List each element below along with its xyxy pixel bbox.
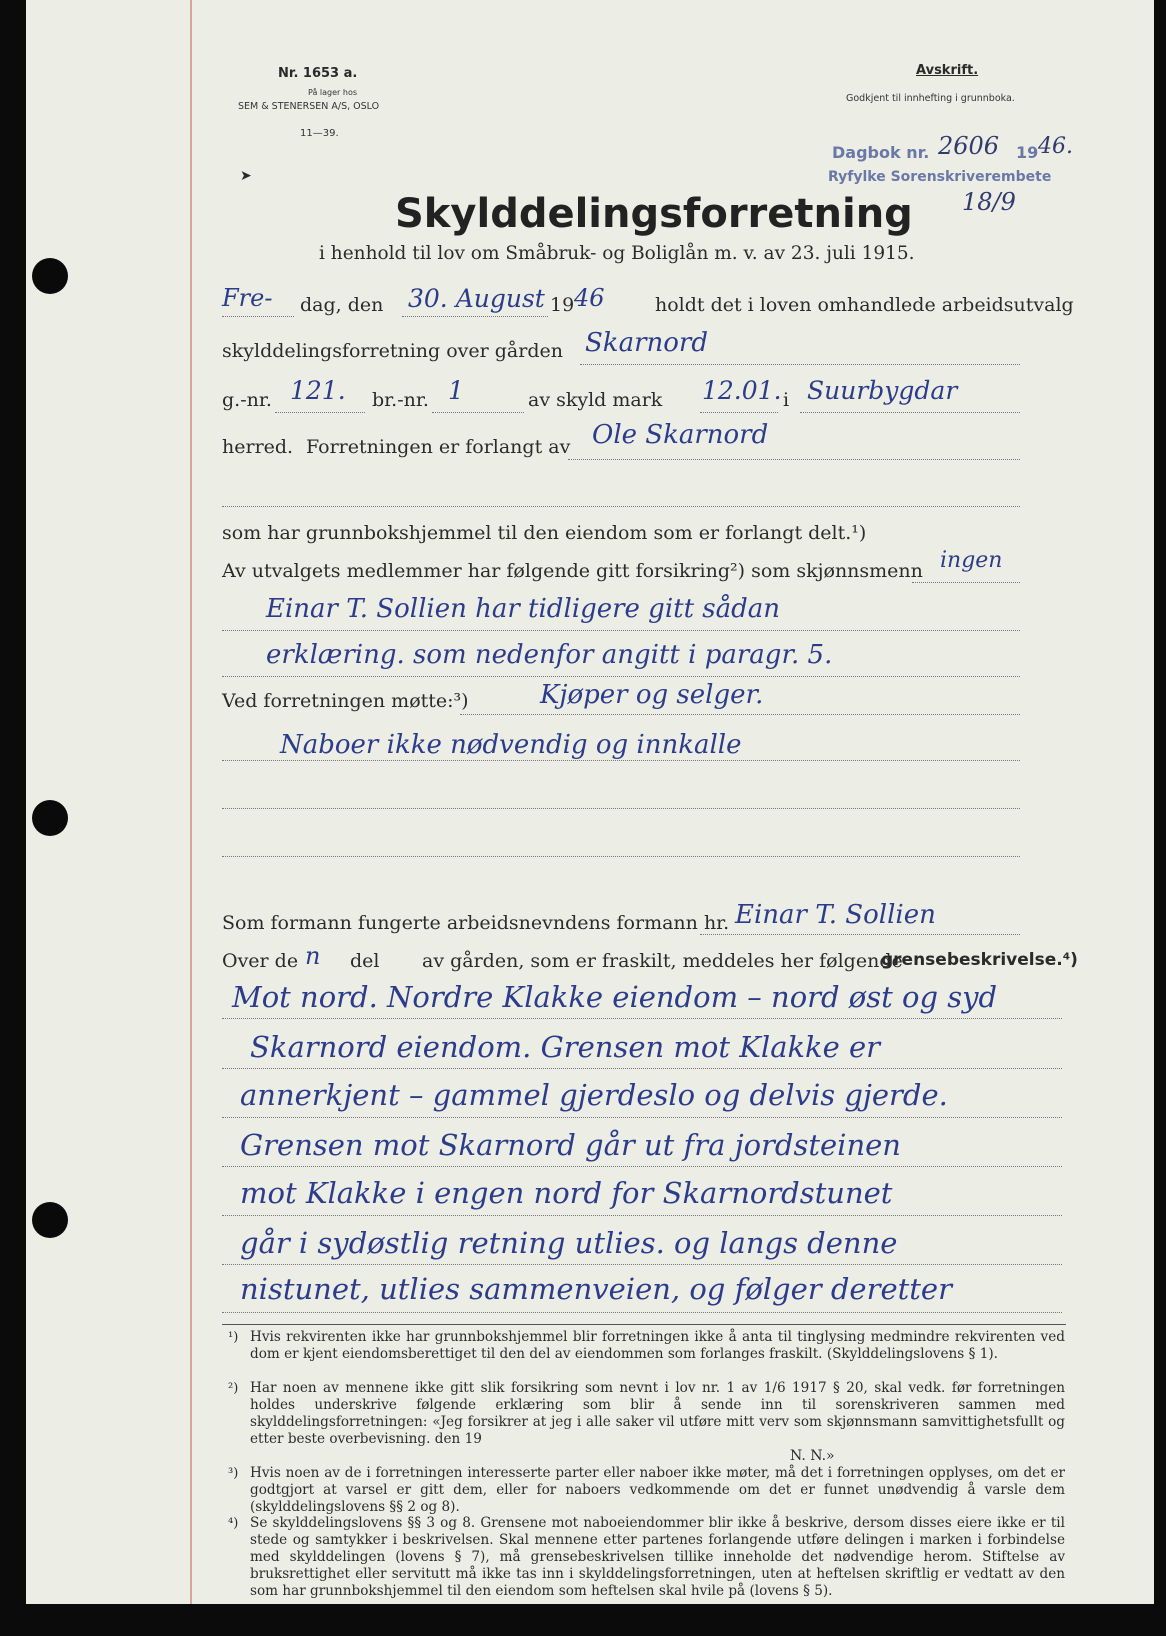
farm-label: skylddelingsforretning over gården — [222, 340, 563, 362]
fill-line — [222, 506, 1020, 507]
forsikring-label: Av utvalgets medlemmer har følgende gitt forsikring²) som skjønnsmenn — [222, 560, 923, 582]
footnote-text: Hvis noen av de i forretningen interesserte parter eller naboer ikke møter, må det i forretningen opplyses, om det er godtgjort at varsel er gitt dem, eller for naboers vedkommende om det er funnet unødvendig å varsle dem (skylddelingslovens §§ 2 og 8). — [250, 1465, 1065, 1515]
boundary-line: mot Klakke i engen nord for Skarnordstunet — [240, 1176, 893, 1210]
over-label: Over de — [222, 950, 299, 972]
hjemmel-text: som har grunnbokshjemmel til den eiendom som er forlangt delt.¹) — [222, 522, 867, 544]
scan-border-bottom — [0, 1604, 1166, 1636]
fill-line — [222, 856, 1020, 857]
footnote-text: Hvis rekvirenten ikke har grunnbokshjemmel blir forretningen ikke å anta til tinglysing medmindre rekvirenten ved dom er kjent eiendomsberettiget til den del av eiendommen som forlanges fraskilt. (Skylddelingslovens § 1). — [250, 1329, 1065, 1362]
fill-line — [700, 412, 778, 413]
requested-by-entry: Ole Skarnord — [592, 420, 769, 450]
fill-line — [222, 630, 1020, 631]
forsikring-line-2: erklæring. som nedenfor angitt i paragr. 5. — [266, 640, 833, 670]
margin-rule — [190, 0, 192, 1604]
footnote-text: Har noen av mennene ikke gitt slik forsikring som nevnt i lov nr. 1 av 1/6 1917 § 20, skal vedk. før forretningen holdes underskrive følgende erklæring som blir å sende inn til sorenskriveren sammen med skylddelingsforretningen: «Jeg forsikrer at jeg i alle saker vil utføre mitt verv som skjønnsmann samvittighetsfullt og etter beste overbevisning. den 19 — [250, 1380, 1065, 1447]
scan-border-right — [1154, 0, 1166, 1636]
punch-hole — [32, 1202, 68, 1238]
scan-border-left — [0, 0, 26, 1636]
formann-entry: Einar T. Sollien — [735, 900, 936, 930]
fill-line — [460, 714, 1020, 715]
fill-line — [568, 459, 1020, 460]
fill-line — [800, 412, 1020, 413]
publisher-name: SEM & STENERSEN A/S, OSLO — [238, 101, 380, 112]
dagbok-number: 2606 — [938, 132, 1000, 160]
fill-line — [912, 582, 1020, 583]
print-date: 11—39. — [300, 128, 339, 139]
fill-line — [700, 934, 1020, 935]
boundary-line: annerkjent – gammel gjerdeslo og delvis gjerde. — [240, 1078, 948, 1112]
document-subtitle: i henhold til lov om Småbruk- og Boliglån m. v. av 23. juli 1915. — [319, 243, 915, 264]
fill-line — [222, 1117, 1062, 1118]
herred-label: herred. — [222, 436, 294, 458]
year-prefix: 19 — [550, 294, 575, 316]
requested-label: Forretningen er forlangt av — [306, 436, 571, 458]
footnote-separator — [222, 1324, 1066, 1325]
gnr-entry: 121. — [290, 376, 346, 405]
fill-line — [275, 412, 365, 413]
publisher-line: På lager hos — [308, 88, 357, 97]
margin-mark: ➤ — [240, 168, 252, 184]
skyld-entry: 12.01. — [702, 376, 782, 405]
fill-line — [432, 412, 524, 413]
fill-line — [222, 1264, 1062, 1265]
fill-line — [222, 1215, 1062, 1216]
forsikring-entry: ingen — [940, 548, 1003, 573]
dagbok-year: 46. — [1038, 134, 1073, 159]
fill-line — [222, 676, 1020, 677]
punch-hole — [32, 800, 68, 836]
punch-hole — [32, 258, 68, 294]
day-label: dag, den — [300, 294, 384, 316]
footnote-number: ³) — [228, 1466, 239, 1481]
fill-line — [222, 1068, 1062, 1069]
formann-label: Som formann fungerte arbeidsnevndens formann hr. — [222, 912, 730, 934]
boundary-line: nistunet, utlies sammenveien, og følger deretter — [240, 1272, 952, 1306]
motte-entry: Kjøper og selger. — [540, 680, 764, 710]
motte-label: Ved forretningen møtte:³) — [222, 690, 469, 712]
boundary-line: Grensen mot Skarnord går ut fra jordsteinen — [240, 1128, 901, 1162]
footnote-number: ¹) — [228, 1330, 239, 1345]
boundary-line: Skarnord eiendom. Grensen mot Klakke er — [250, 1030, 881, 1064]
fill-line — [222, 316, 294, 317]
line1-text: holdt det i loven omhandlede arbeidsutvalg — [655, 294, 1074, 316]
footnote-signature: N. N.» — [790, 1448, 835, 1464]
fill-line — [222, 760, 1020, 761]
fill-line — [222, 1018, 1062, 1019]
year-entry: 46 — [574, 284, 605, 312]
garden-label: av gården, som er fraskilt, meddeles her følgende — [422, 950, 903, 972]
footnote-text: Se skylddelingslovens §§ 3 og 8. Grensene mot naboeiendommer blir ikke å beskrive, dersom disses eiere ikke er til stede og samtykker i beskrivelsen. Skal mennene etter partenes forlangende utføre delingen i marken i forbindelse med skylddelingen (lovens § 7), må grensebeskrivelsen tillike inneholde det nødvendige herom. Stiftelse av bruksrettighet eller servitutt må ikke tas inn i skylddelingsforretningen, uten at heftelsen skriftlig er vedtatt av den som har grunnbokshjemmel til den eiendom som heftelsen skal hvile på (lovens § 5). — [250, 1515, 1065, 1599]
weekday-entry: Fre- — [222, 284, 273, 312]
document-title: Skylddelingsforretning — [395, 191, 913, 237]
forsikring-line-1: Einar T. Sollien har tidligere gitt sådan — [266, 594, 781, 624]
fill-line — [222, 1312, 1062, 1313]
del-label: del — [350, 950, 380, 972]
brnr-label: br.-nr. — [372, 389, 429, 411]
boundary-line: Mot nord. Nordre Klakke eiendom – nord øst og syd — [232, 980, 998, 1014]
date-entry: 30. August — [408, 284, 545, 313]
fill-line — [402, 316, 548, 317]
dagbok-year-prefix: 19 — [1016, 143, 1039, 162]
approval-note: Godkjent til innhefting i grunnboka. — [846, 93, 1015, 104]
brnr-entry: 1 — [448, 376, 464, 405]
gnr-label: g.-nr. — [222, 389, 272, 411]
footnote-number: ²) — [228, 1381, 239, 1396]
dagbok-label: Dagbok nr. — [832, 143, 930, 162]
footnote-number: ⁴) — [228, 1516, 239, 1531]
fill-line — [580, 364, 1020, 365]
fill-line — [222, 1166, 1062, 1167]
fill-line — [222, 808, 1020, 809]
boundary-line: går i sydøstlig retning utlies. og langs denne — [240, 1226, 898, 1260]
court-office-stamp: Ryfylke Sorenskriverembete — [828, 169, 1052, 185]
in-label: i — [783, 389, 790, 411]
over-entry: n — [305, 942, 321, 970]
stamp-date: 18/9 — [962, 188, 1016, 216]
herred-entry: Suurbygdar — [807, 376, 958, 405]
grense-label: grensebeskrivelse.⁴) — [881, 950, 1078, 970]
motte-entry-2: Naboer ikke nødvendig og innkalle — [280, 730, 742, 760]
copy-label: Avskrift. — [916, 63, 979, 78]
farm-entry: Skarnord — [585, 328, 708, 358]
form-number: Nr. 1653 a. — [278, 66, 358, 81]
skyld-label: av skyld mark — [528, 389, 663, 411]
